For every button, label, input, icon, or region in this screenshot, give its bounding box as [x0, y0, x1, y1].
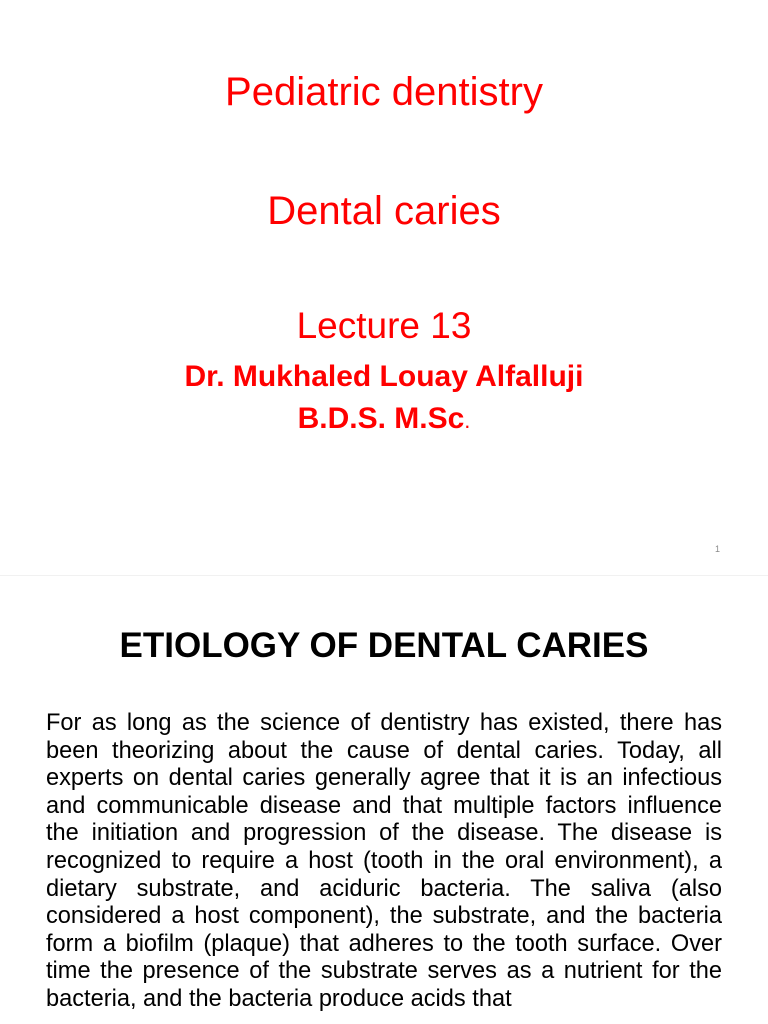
course-title: Pediatric dentistry [225, 70, 543, 114]
page-number: 1 [714, 544, 720, 554]
author-name: Dr. Mukhaled Louay Alfalluji [184, 360, 584, 393]
body-paragraph: For as long as the science of dentistry has existed, there has been theorizing about the cause of dental caries. Today, all experts on dental caries generally agree that it is an infectious and communicable disease and that multiple factors influence the initiation and progression of the disease. The disease is recognized to require a host (tooth in the oral environment), a dietary substrate, and aciduric bacteria. The saliva (also considered a host component), the substrate, and the bacteria form a biofilm (plaque) that adheres to the tooth surface. Over time the presence of the substrate serves as a nutrient for the bacteria, and the bacteria produce acids that [46, 710, 722, 1012]
degrees-period: . [464, 408, 471, 433]
content-slide [0, 576, 768, 1024]
author-degrees [0, 402, 768, 436]
lecture-number: Lecture 13 [296, 305, 472, 346]
degrees-text: B.D.S. M.Sc [297, 402, 465, 435]
slide-heading: ETIOLOGY OF DENTAL CARIES [119, 626, 649, 665]
topic-title: Dental caries [267, 189, 501, 233]
